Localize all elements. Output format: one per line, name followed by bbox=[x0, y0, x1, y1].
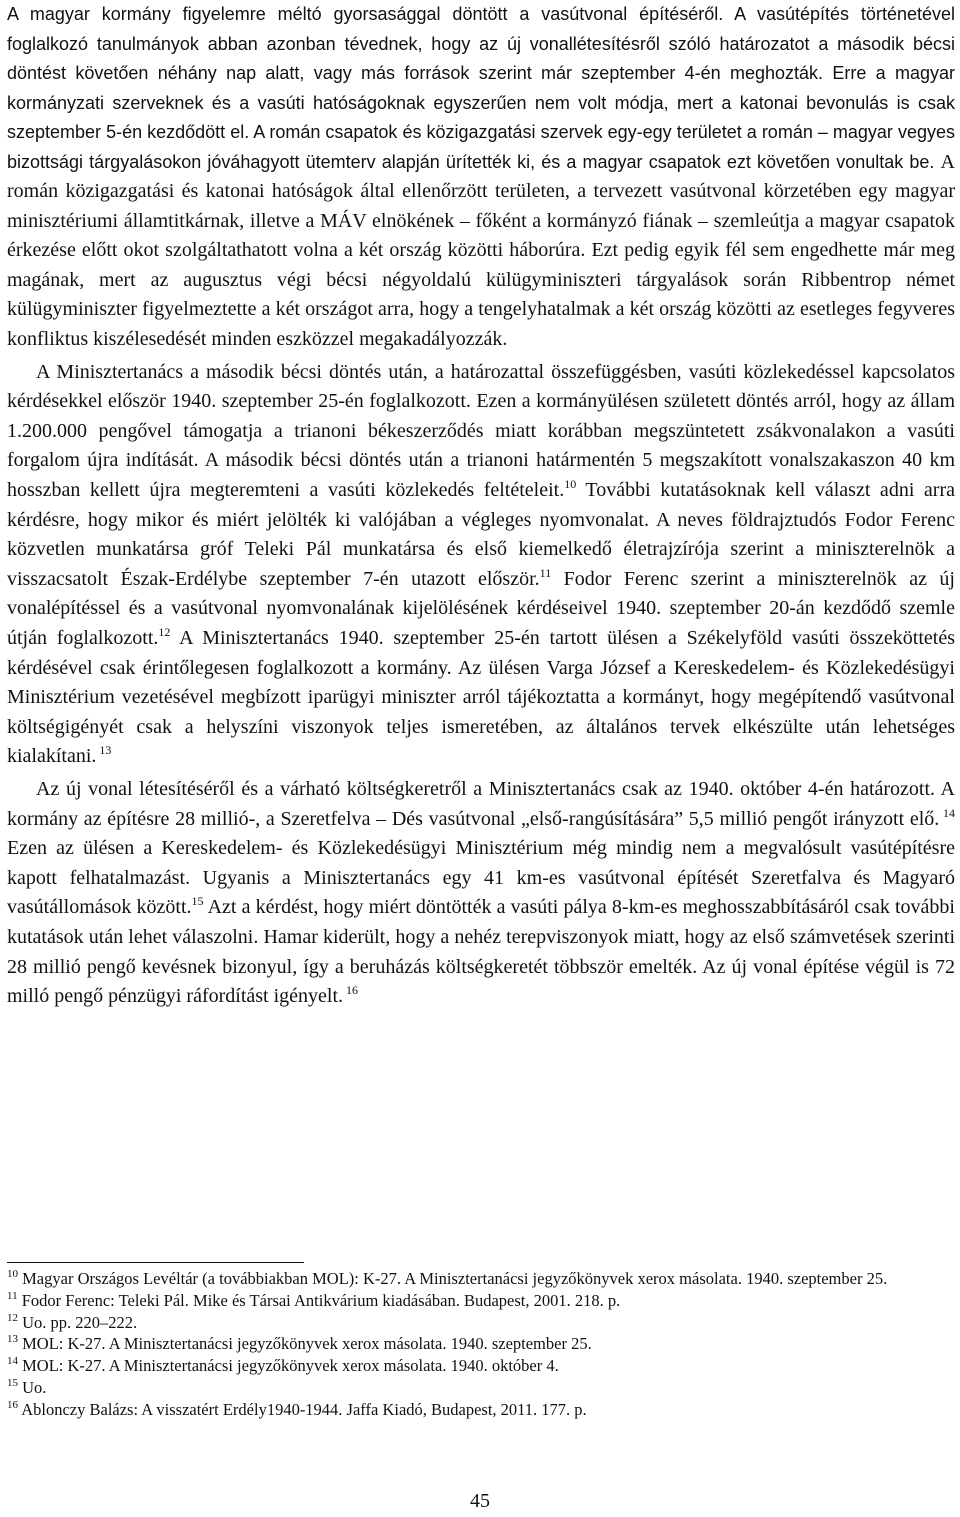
footnote-text: MOL: K-27. A Minisztertanácsi jegyzőkönyvek xerox másolata. 1940. október 4. bbox=[18, 1356, 559, 1376]
footnote-number: 14 bbox=[7, 1355, 18, 1368]
footnote-ref-15[interactable]: 15 bbox=[191, 894, 204, 909]
paragraph-2 bbox=[7, 358, 955, 772]
paragraph-3-text-a: Az új vonal létesítéséről és a várható költségkeretről a Minisztertanács csak az 1940. október 4-én határozott. A kormány az építésre 28 millió-, a Szeretfelva – Dés vasútvonal „első-rangúsítására” 5,5 millió pengőt irányzott elő. bbox=[7, 777, 955, 830]
footnote-11 bbox=[7, 1290, 955, 1312]
paragraph-3-text-c: Azt a kérdést, hogy miért döntötték a vasúti pálya 8-km-es meghosszabbításáról csak további kutatások után lehet válaszolni. Hamar kiderült, hogy a nehéz terepviszonyok miatt, hogy az első számvetések szerinti 28 millió pengő kevésnek bizonyul, így a beruházás költségkeretét többször emelték. Az új vonal építése végül is 72 milló pengő pénzügyi ráfordítást igényelt. bbox=[7, 896, 955, 1008]
footnote-separator bbox=[7, 1262, 304, 1263]
paragraph-2-text-a: A Minisztertanács a második bécsi döntés után, a határozattal összefüggésben, vasúti közlekedéssel kapcsolatos kérdésekkel először 1940. szeptember 25-én foglalkozott. Ezen a kormányülésen született döntés arról, hogy az állam 1.200.000 pengővel támogatja a trianoni békeszerződés miatt korábban megszüntetett zsákvonalakon a vasúti forgalom újra indítását. A második bécsi döntés után a trianoni határmentén 5 megszakított vonalszakaszon 40 km hosszban kellett újra megteremteni a vasúti közlekedés feltételeit. bbox=[7, 360, 955, 502]
footnote-number: 11 bbox=[7, 1289, 18, 1302]
paragraph-3-text-b: Ezen az ülésen a Kereskedelem- és Közlekedésügyi Minisztérium még mindig nem a megvalósult vasútépítésre kapott felhatalmazást. Ugyanis a Minisztertanács egy 41 km-es vasútvonal építését Szeretfalva és Magyaró vasútállomások között. bbox=[7, 837, 955, 919]
footnote-text: Magyar Országos Levéltár (a továbbiakban MOL): K-27. A Minisztertanácsi jegyzőkönyvek xerox másolata. 1940. szeptember 25. bbox=[18, 1269, 888, 1288]
paragraph-1-text-a: A magyar kormány figyelemre méltó gyorsasággal döntött a vasútvonal építéséről. A vasútépítés történetével foglalkozó tanulmányok abban azonban tévednek, hogy az új vonallétesítésről szóló határozatot a második bécsi döntést követően néhány nap alatt, vagy más források szerint már szeptember 4-én meghozták. Erre a magyar kormányzati szerveknek és a vasúti hatóságoknak egyszerűen nem volt módja, mert a katonai bevonulás is csak szeptember 5-én kezdődött el. bbox=[7, 4, 955, 142]
footnote-14 bbox=[7, 1355, 955, 1377]
footnote-15 bbox=[7, 1377, 955, 1399]
footnote-text: Uo. bbox=[18, 1377, 47, 1397]
footnote-ref-13[interactable]: 13 bbox=[96, 743, 112, 758]
footnote-text: MOL: K-27. A Minisztertanácsi jegyzőkönyvek xerox másolata. 1940. szeptember 25. bbox=[18, 1334, 592, 1354]
footnote-ref-12[interactable]: 12 bbox=[158, 625, 171, 639]
footnote-ref-10[interactable]: 10 bbox=[564, 477, 577, 492]
footnote-ref-16[interactable]: 16 bbox=[343, 983, 359, 998]
footnote-number: 16 bbox=[7, 1398, 18, 1411]
footnote-number: 15 bbox=[7, 1376, 18, 1389]
paragraph-2-text-c: Fodor Ferenc szerint a miniszterelnök az új vonalépítéssel és a vasútvonal nyomvonalának kijelölésének kérdéseivel 1940. szeptember 20-án kezdődő szemle útján foglalkozott. bbox=[7, 567, 955, 649]
paragraph-1-text-b: A román csapatok és közigazgatási szervek egy-egy területet a román – magyar vegyes bizottsági tárgyalásokon jóváhagyott ütemterv alapján ürítették ki, és a magyar csapatok ezt követően vonultak be. bbox=[7, 122, 955, 172]
footnote-ref-14[interactable]: 14 bbox=[939, 805, 955, 820]
footnote-text: Ablonczy Balázs: A visszatért Erdély1940-1944. Jaffa Kiadó, Budapest, 2011. 177. p. bbox=[18, 1399, 587, 1419]
paragraph-3 bbox=[7, 775, 955, 1012]
footnote-ref-11[interactable]: 11 bbox=[539, 565, 552, 580]
footnote-text: Fodor Ferenc: Teleki Pál. Mike és Társai Antikvárium kiadásában. Budapest, 2001. 218. p. bbox=[17, 1290, 621, 1310]
paragraph-1 bbox=[7, 0, 955, 355]
footnote-12 bbox=[7, 1312, 955, 1334]
footnote-number: 10 bbox=[7, 1268, 18, 1280]
footnote-number: 12 bbox=[7, 1311, 18, 1324]
paragraph-1-text-c: A román közigazgatási és katonai hatóságok által ellenőrzött területen, a tervezett vasútvonal körzetében egy magyar minisztériumi államtitkárnak, illetve a MÁV elnökének – főként a kormányzó fiának – szemleútja a magyar csapatok érkezése előtt okot szolgáltathatott volna a két ország közötti háborúra. Ezt pedig egyik fél sem engedhette már meg magának, mert az augusztus végi bécsi négyoldalú külügyminiszteri tárgyalások során Ribbentrop német külügyminiszter figyelmeztette a két országot arra, hogy a tengelyhatalmak a két ország közötti az esetleges fegyveres konfliktus kiszélesedését minden eszközzel megakadályozzák. bbox=[7, 150, 955, 351]
paragraph-2-text-b: További kutatásoknak kell választ adni arra kérdésre, hogy mikor és miért jelölték ki valójában a végleges nyomvonalat. A neves földrajztudós Fodor Ferenc közvetlen munkatársa gróf Teleki Pál munkatársa és első kiemelkedő életrajzírója szerint a miniszterelnök a visszacsatolt Észak-Erdélybe szeptember 7-én utazott először. bbox=[7, 479, 955, 590]
footnote-10 bbox=[7, 1268, 955, 1290]
footnote-16 bbox=[7, 1399, 955, 1421]
paragraph-2-text-d: A Minisztertanács 1940. szeptember 25-én tartott ülésen a Székelyföld vasúti összeköttetés kérdésével csak érintőlegesen foglalkozott a kormány. Az ülésen Varga József a Kereskedelem- és Közlekedésügyi Minisztérium vezetésével megbízott iparügyi miniszter arról tájékoztatta a kormányt, hogy megépítendő vasútvonal költségigényét csak a helyszíni viszonyok teljes ismeretében, az általános tervek elkészülte után lehetséges kialakítani. bbox=[7, 627, 955, 768]
document-body bbox=[7, 0, 955, 1012]
footnotes bbox=[7, 1268, 955, 1421]
page-number: 45 bbox=[470, 1490, 490, 1512]
footnote-13 bbox=[7, 1333, 955, 1355]
footnote-text: Uo. pp. 220–222. bbox=[18, 1312, 138, 1332]
footnote-number: 13 bbox=[7, 1333, 18, 1346]
